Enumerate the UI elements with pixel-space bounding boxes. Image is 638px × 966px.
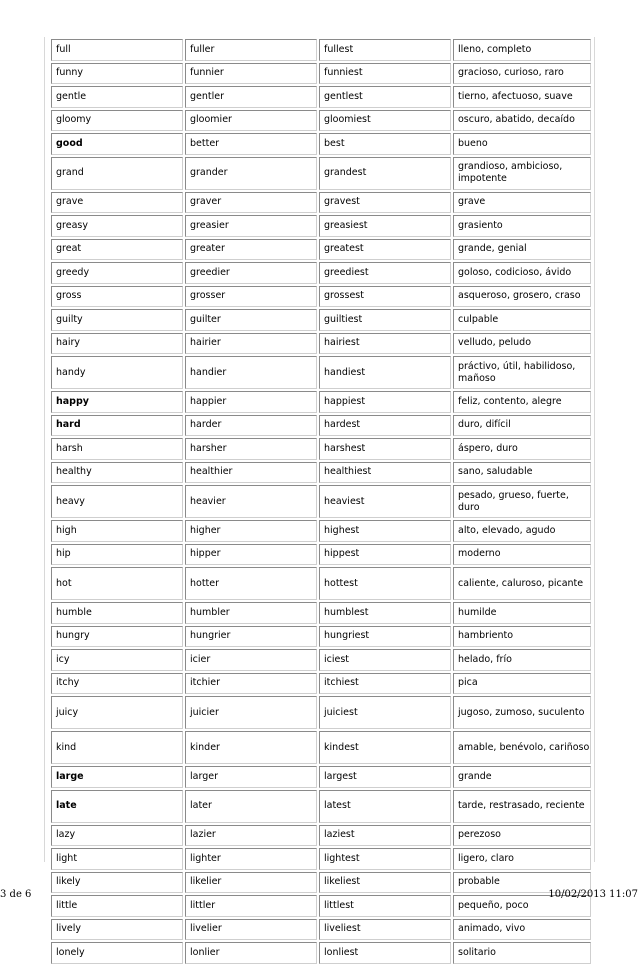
base-form-cell: healthy <box>51 462 183 484</box>
base-form-cell: hairy <box>51 333 183 355</box>
table-row <box>51 567 591 600</box>
translation-cell: grasiento <box>453 215 591 237</box>
table-row <box>51 872 591 894</box>
superlative-cell: funniest <box>319 63 451 85</box>
superlative-cell: best <box>319 133 451 155</box>
translation-cell: grave <box>453 192 591 214</box>
comparative-cell: harder <box>185 415 317 437</box>
superlative-cell: hungriest <box>319 626 451 648</box>
translation-cell: pica <box>453 673 591 695</box>
base-form-cell: icy <box>51 649 183 671</box>
table-row <box>51 649 591 671</box>
comparative-cell: greasier <box>185 215 317 237</box>
page-number: 3 de 6 <box>0 889 32 900</box>
translation-cell: animado, vivo <box>453 919 591 941</box>
comparative-cell: livelier <box>185 919 317 941</box>
translation-cell: pequeño, poco <box>453 895 591 917</box>
translation-cell: grande <box>453 766 591 788</box>
superlative-cell: greasiest <box>319 215 451 237</box>
superlative-cell: humblest <box>319 602 451 624</box>
translation-cell: tierno, afectuoso, suave <box>453 86 591 108</box>
base-form-cell: late <box>51 790 183 823</box>
table-row <box>51 602 591 624</box>
comparative-cell: littler <box>185 895 317 917</box>
base-form-cell: little <box>51 895 183 917</box>
translation-cell: helado, frío <box>453 649 591 671</box>
table-row <box>51 919 591 941</box>
translation-cell: áspero, duro <box>453 438 591 460</box>
translation-cell: práctivo, útil, habilidoso, mañoso <box>453 356 591 389</box>
comparative-cell: juicier <box>185 696 317 729</box>
superlative-cell: highest <box>319 520 451 542</box>
superlative-cell: largest <box>319 766 451 788</box>
table-row <box>51 333 591 355</box>
base-form-cell: guilty <box>51 309 183 331</box>
translation-cell: solitario <box>453 942 591 964</box>
translation-cell: hambriento <box>453 626 591 648</box>
translation-cell: duro, difícil <box>453 415 591 437</box>
translation-cell: probable <box>453 872 591 894</box>
print-datetime: 10/02/2013 11:07 <box>548 889 638 900</box>
superlative-cell: greediest <box>319 262 451 284</box>
base-form-cell: itchy <box>51 673 183 695</box>
table-row <box>51 848 591 870</box>
translation-cell: humilde <box>453 602 591 624</box>
table-row <box>51 239 591 261</box>
table-row <box>51 790 591 823</box>
superlative-cell: greatest <box>319 239 451 261</box>
table-row <box>51 942 591 964</box>
base-form-cell: grave <box>51 192 183 214</box>
superlative-cell: gentlest <box>319 86 451 108</box>
translation-cell: amable, benévolo, cariñoso <box>453 731 591 764</box>
translation-cell: pesado, grueso, fuerte, duro <box>453 485 591 518</box>
comparative-cell: gloomier <box>185 110 317 132</box>
superlative-cell: gloomiest <box>319 110 451 132</box>
comparative-cell: grander <box>185 157 317 190</box>
superlative-cell: heaviest <box>319 485 451 518</box>
superlative-cell: hardest <box>319 415 451 437</box>
comparative-cell: lazier <box>185 825 317 847</box>
superlative-cell: likeliest <box>319 872 451 894</box>
table-row <box>51 356 591 389</box>
comparative-cell: grosser <box>185 286 317 308</box>
translation-cell: alto, elevado, agudo <box>453 520 591 542</box>
superlative-cell: hairiest <box>319 333 451 355</box>
base-form-cell: hot <box>51 567 183 600</box>
comparative-cell: lonlier <box>185 942 317 964</box>
table-row <box>51 825 591 847</box>
base-form-cell: juicy <box>51 696 183 729</box>
base-form-cell: gloomy <box>51 110 183 132</box>
translation-cell: tarde, restrasado, reciente <box>453 790 591 823</box>
superlative-cell: grandest <box>319 157 451 190</box>
adjective-table-body <box>51 39 591 964</box>
superlative-cell: guiltiest <box>319 309 451 331</box>
comparative-cell: handier <box>185 356 317 389</box>
translation-cell: caliente, caluroso, picante <box>453 567 591 600</box>
table-row <box>51 262 591 284</box>
table-row <box>51 544 591 566</box>
table-row <box>51 766 591 788</box>
superlative-cell: happiest <box>319 391 451 413</box>
superlative-cell: kindest <box>319 731 451 764</box>
base-form-cell: grand <box>51 157 183 190</box>
superlative-cell: grossest <box>319 286 451 308</box>
superlative-cell: fullest <box>319 39 451 61</box>
comparative-cell: fuller <box>185 39 317 61</box>
table-row <box>51 133 591 155</box>
comparative-cell: likelier <box>185 872 317 894</box>
translation-cell: asqueroso, grosero, craso <box>453 286 591 308</box>
base-form-cell: greasy <box>51 215 183 237</box>
comparative-cell: hairier <box>185 333 317 355</box>
base-form-cell: lonely <box>51 942 183 964</box>
base-form-cell: lively <box>51 919 183 941</box>
superlative-cell: liveliest <box>319 919 451 941</box>
base-form-cell: gross <box>51 286 183 308</box>
base-form-cell: high <box>51 520 183 542</box>
superlative-cell: handiest <box>319 356 451 389</box>
table-row <box>51 895 591 917</box>
comparative-cell: graver <box>185 192 317 214</box>
table-row <box>51 626 591 648</box>
table-row <box>51 391 591 413</box>
comparative-cell: hungrier <box>185 626 317 648</box>
translation-cell: sano, saludable <box>453 462 591 484</box>
translation-cell: feliz, contento, alegre <box>453 391 591 413</box>
base-form-cell: hard <box>51 415 183 437</box>
comparative-cell: guilter <box>185 309 317 331</box>
comparative-cell: happier <box>185 391 317 413</box>
superlative-cell: itchiest <box>319 673 451 695</box>
base-form-cell: gentle <box>51 86 183 108</box>
translation-cell: lleno, completo <box>453 39 591 61</box>
table-row <box>51 696 591 729</box>
table-row <box>51 462 591 484</box>
base-form-cell: hungry <box>51 626 183 648</box>
table-row <box>51 86 591 108</box>
superlative-cell: lightest <box>319 848 451 870</box>
comparative-cell: harsher <box>185 438 317 460</box>
table-row <box>51 110 591 132</box>
comparative-cell: hotter <box>185 567 317 600</box>
translation-cell: velludo, peludo <box>453 333 591 355</box>
table-row <box>51 731 591 764</box>
translation-cell: oscuro, abatido, decaído <box>453 110 591 132</box>
table-row <box>51 286 591 308</box>
base-form-cell: heavy <box>51 485 183 518</box>
translation-cell: culpable <box>453 309 591 331</box>
comparative-cell: icier <box>185 649 317 671</box>
base-form-cell: good <box>51 133 183 155</box>
translation-cell: moderno <box>453 544 591 566</box>
base-form-cell: full <box>51 39 183 61</box>
superlative-cell: harshest <box>319 438 451 460</box>
translation-cell: grandioso, ambicioso, impotente <box>453 157 591 190</box>
base-form-cell: handy <box>51 356 183 389</box>
translation-cell: gracioso, curioso, raro <box>453 63 591 85</box>
comparative-cell: gentler <box>185 86 317 108</box>
base-form-cell: hip <box>51 544 183 566</box>
translation-cell: ligero, claro <box>453 848 591 870</box>
comparative-cell: funnier <box>185 63 317 85</box>
superlative-cell: hippest <box>319 544 451 566</box>
comparative-cell: kinder <box>185 731 317 764</box>
base-form-cell: kind <box>51 731 183 764</box>
comparative-cell: later <box>185 790 317 823</box>
base-form-cell: greedy <box>51 262 183 284</box>
translation-cell: bueno <box>453 133 591 155</box>
superlative-cell: healthiest <box>319 462 451 484</box>
superlative-cell: latest <box>319 790 451 823</box>
superlative-cell: lonliest <box>319 942 451 964</box>
comparative-cell: greater <box>185 239 317 261</box>
superlative-cell: littlest <box>319 895 451 917</box>
comparative-cell: humbler <box>185 602 317 624</box>
base-form-cell: funny <box>51 63 183 85</box>
translation-cell: perezoso <box>453 825 591 847</box>
table-row <box>51 157 591 190</box>
base-form-cell: large <box>51 766 183 788</box>
comparative-cell: better <box>185 133 317 155</box>
table-row <box>51 39 591 61</box>
table-row <box>51 673 591 695</box>
comparative-cell: larger <box>185 766 317 788</box>
comparative-cell: hipper <box>185 544 317 566</box>
table-row <box>51 309 591 331</box>
base-form-cell: great <box>51 239 183 261</box>
comparative-cell: lighter <box>185 848 317 870</box>
table-row <box>51 192 591 214</box>
comparative-cell: itchier <box>185 673 317 695</box>
superlative-cell: hottest <box>319 567 451 600</box>
table-row <box>51 520 591 542</box>
base-form-cell: humble <box>51 602 183 624</box>
superlative-cell: iciest <box>319 649 451 671</box>
superlative-cell: laziest <box>319 825 451 847</box>
table-row <box>51 438 591 460</box>
table-row <box>51 415 591 437</box>
translation-cell: jugoso, zumoso, suculento <box>453 696 591 729</box>
translation-cell: grande, genial <box>453 239 591 261</box>
table-row <box>51 63 591 85</box>
base-form-cell: likely <box>51 872 183 894</box>
table-row <box>51 485 591 518</box>
base-form-cell: harsh <box>51 438 183 460</box>
superlative-cell: juiciest <box>319 696 451 729</box>
comparative-cell: higher <box>185 520 317 542</box>
superlative-cell: gravest <box>319 192 451 214</box>
base-form-cell: light <box>51 848 183 870</box>
translation-cell: goloso, codicioso, ávido <box>453 262 591 284</box>
table-row <box>51 215 591 237</box>
adjective-table <box>49 37 593 966</box>
base-form-cell: lazy <box>51 825 183 847</box>
comparative-cell: heavier <box>185 485 317 518</box>
comparative-cell: greedier <box>185 262 317 284</box>
base-form-cell: happy <box>51 391 183 413</box>
comparative-cell: healthier <box>185 462 317 484</box>
